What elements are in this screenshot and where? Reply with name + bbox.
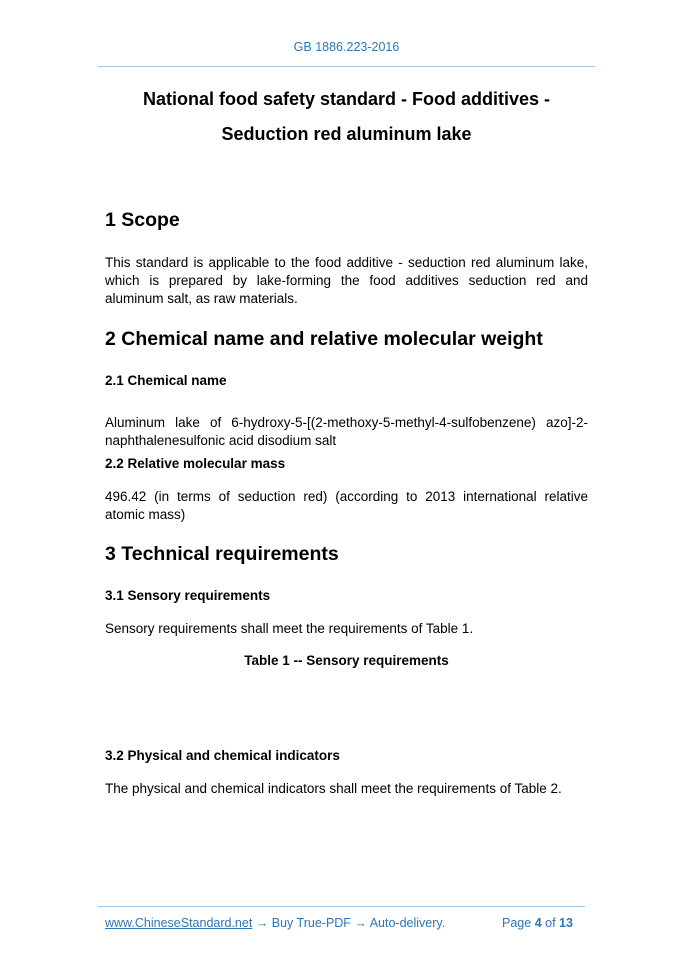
section-2-1-heading: 2.1 Chemical name xyxy=(105,373,227,388)
section-3-2-heading: 3.2 Physical and chemical indicators xyxy=(105,748,340,763)
section-1-text: This standard is applicable to the food additive - seduction red aluminum lake, which is prepared by lake-forming the food additives seduction red and aluminum salt, as raw materials. xyxy=(105,255,588,306)
section-2-2-heading: 2.2 Relative molecular mass xyxy=(105,456,286,471)
doc-code-header: GB 1886.223-2016 xyxy=(293,40,400,54)
table-1-caption: Table 1 -- Sensory requirements xyxy=(244,653,449,668)
footer-promo xyxy=(105,916,445,930)
promo-text: → Buy True-PDF → Auto-delivery. xyxy=(252,916,446,930)
section-3-1-heading: 3.1 Sensory requirements xyxy=(105,588,271,603)
title-line-2: Seduction red aluminum lake xyxy=(221,124,472,144)
header-divider xyxy=(98,66,595,67)
section-1-heading: 1 Scope xyxy=(105,209,180,231)
section-2-2-text: 496.42 (in terms of seduction red) (according to 2013 international relative atomic mass) xyxy=(105,489,588,522)
website-link[interactable]: www.ChineseStandard.net xyxy=(105,916,253,930)
title-line-1: National food safety standard - Food additives - xyxy=(142,89,551,109)
section-2-1-text: Aluminum lake of 6-hydroxy-5-[(2-methoxy-5-methyl-4-sulfobenzene) azo]-2-naphthalenesulfonic acid disodium salt xyxy=(105,415,588,448)
section-2-heading: 2 Chemical name and relative molecular weight xyxy=(105,328,543,350)
section-3-heading: 3 Technical requirements xyxy=(105,543,339,565)
section-3-2-text: The physical and chemical indicators shall meet the requirements of Table 2. xyxy=(105,781,562,796)
section-3-1-text: Sensory requirements shall meet the requirements of Table 1. xyxy=(105,621,474,636)
page-label: Page xyxy=(502,916,532,930)
page-number: 4 xyxy=(534,916,542,930)
of-label: of xyxy=(545,916,556,930)
footer-divider xyxy=(98,906,585,907)
total-pages: 13 xyxy=(559,916,573,930)
page-indicator xyxy=(502,916,573,930)
